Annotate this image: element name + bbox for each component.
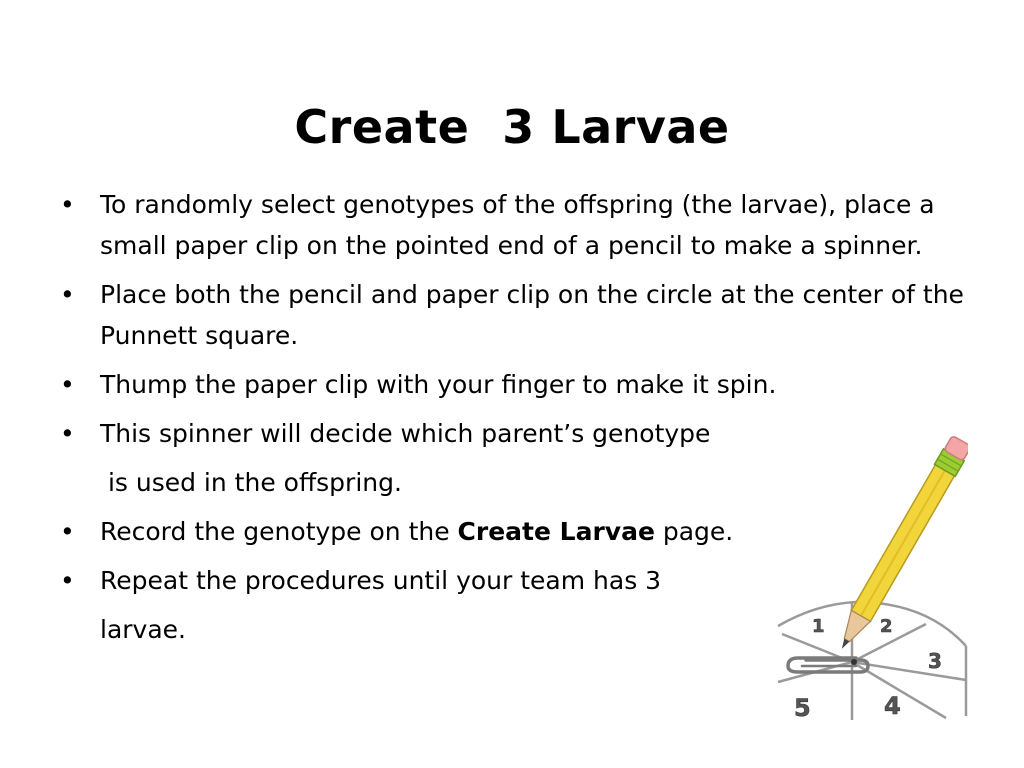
bullet-text-after: page. (654, 517, 734, 546)
spinner-center-dot (851, 659, 857, 665)
bullet-text: Thump the paper clip with your finger to make it spin. (100, 370, 777, 399)
bullet-item (56, 364, 976, 405)
bullet-continuation-text: is used in the offspring. (100, 468, 402, 497)
bullet-marker: • (60, 517, 75, 546)
bullet-text: To randomly select genotypes of the offspring (the larvae), place a small paper clip on the pointed end of a pencil to make a spinner. (100, 190, 935, 260)
bullet-text: Place both the pencil and paper clip on the circle at the center of the Punnett square. (100, 280, 964, 350)
pencil-icon (831, 436, 968, 655)
bullet-marker: • (60, 370, 75, 399)
bullet-item (56, 184, 976, 266)
spinner-number: 4 (884, 692, 901, 720)
pencil-spinner-illustration (776, 436, 968, 720)
spinner-number: 2 (880, 616, 893, 637)
bullet-text-before: Record the genotype on the (100, 517, 458, 546)
bullet-continuation-text: larvae. (100, 615, 186, 644)
bullet-text: This spinner will decide which parent’s genotype (100, 419, 711, 448)
slide-title: Create 3 Larvae (294, 99, 730, 154)
bullet-marker: • (60, 280, 75, 309)
bullet-marker: • (60, 190, 75, 219)
bullet-text-bold: Create Larvae (457, 517, 655, 546)
bullet-text: Repeat the procedures until your team has 3 (100, 566, 662, 595)
spinner-number: 1 (812, 616, 825, 637)
bullet-item (56, 274, 976, 356)
bullet-marker: • (60, 419, 75, 448)
bullet-marker: • (60, 566, 75, 595)
spinner-number: 3 (928, 649, 942, 673)
spinner-number: 5 (794, 694, 811, 720)
